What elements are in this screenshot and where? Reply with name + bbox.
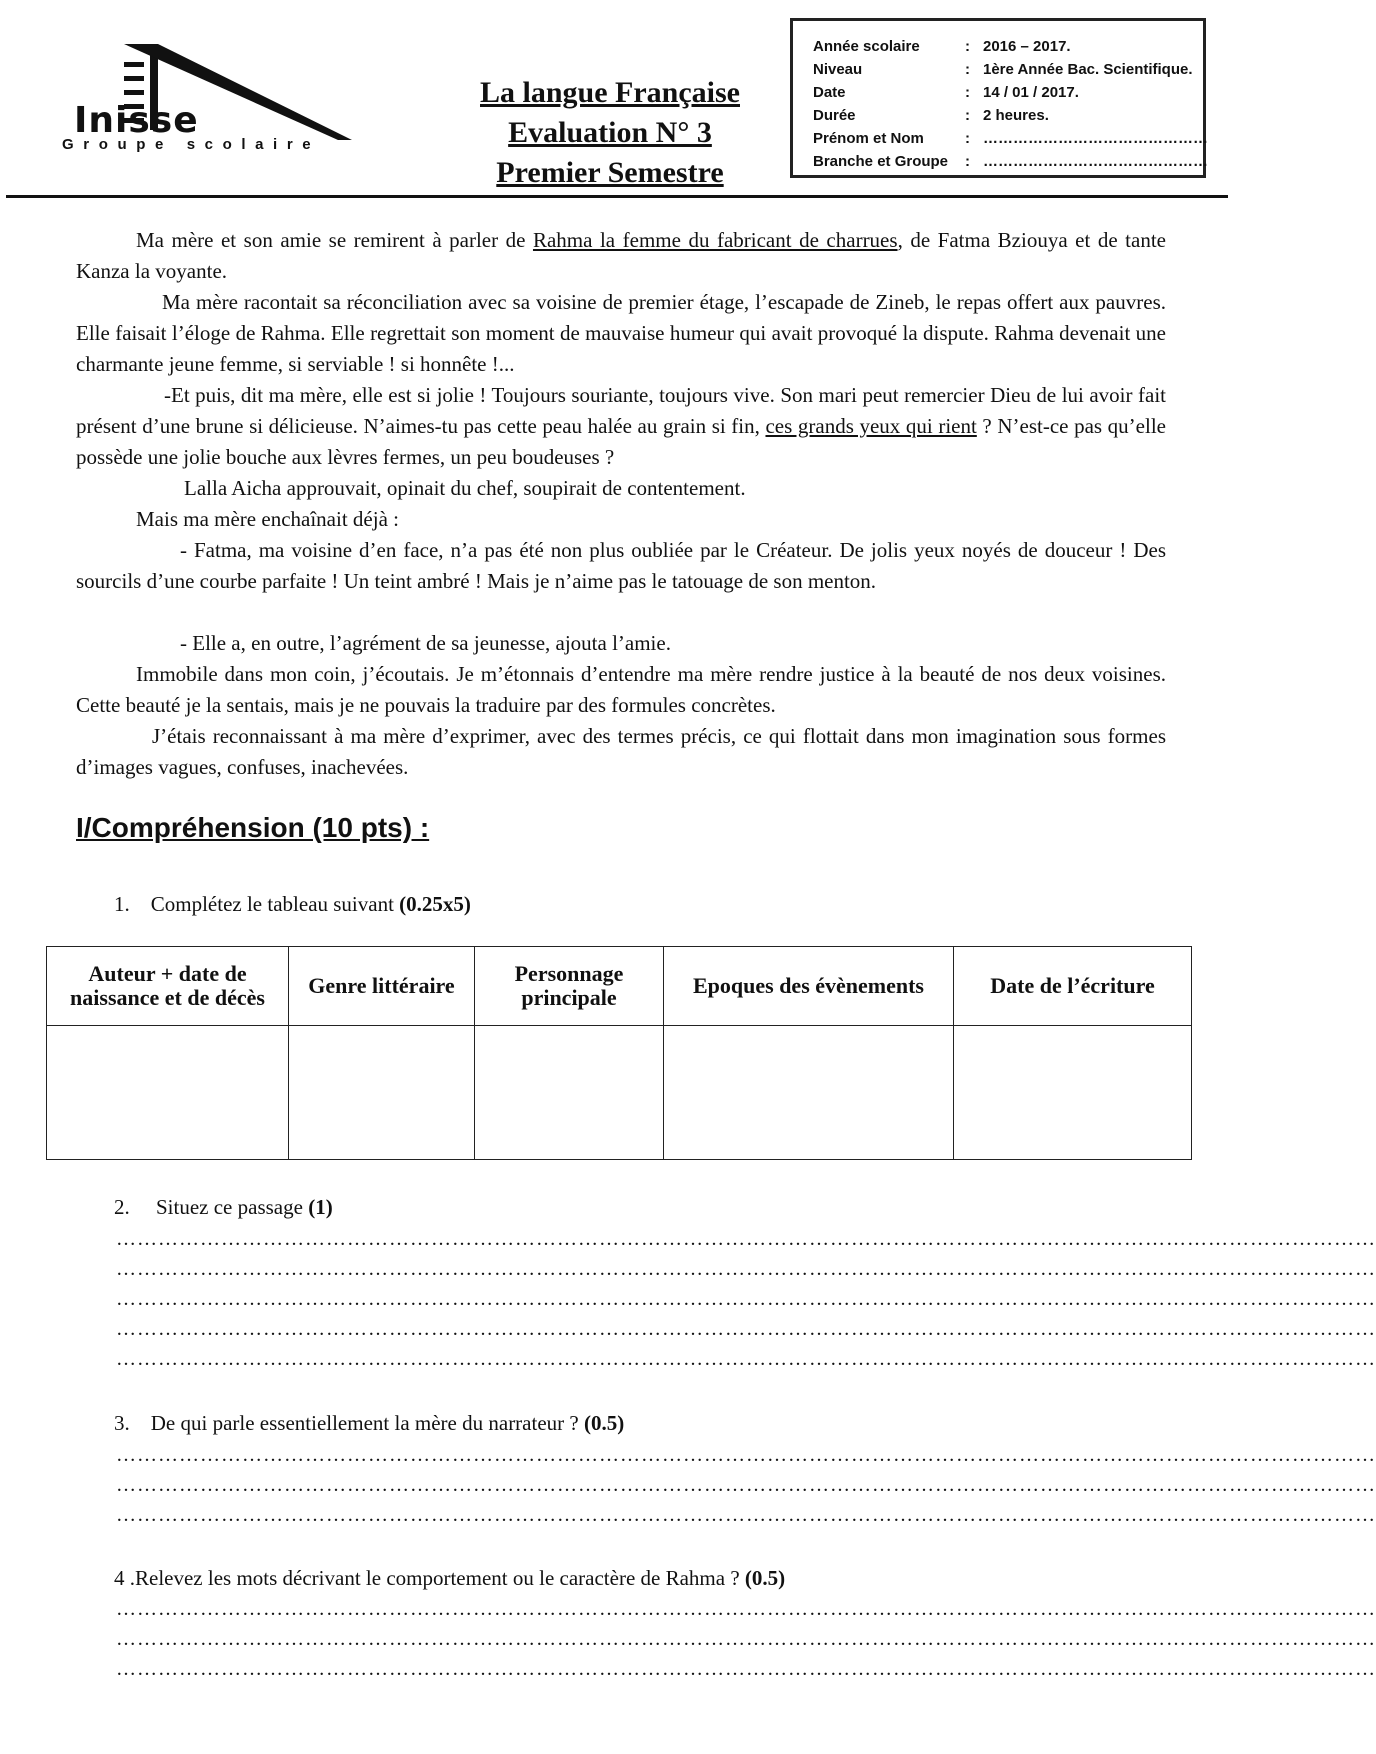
logo-name: Inisse	[74, 100, 199, 141]
evaluation-title: Evaluation N° 3	[508, 116, 712, 149]
question-3: 3. De qui parle essentiellement la mère du narrateur ? (0.5)	[114, 1411, 625, 1435]
passage-paragraph-2: Ma mère racontait sa réconciliation avec sa voisine de premier étage, l’escapade de Zineb, le repas offert aux pauvres. Elle faisait l’éloge de Rahma. Elle regrettait son moment de mauvaise humeur qui avait provoqué la dispute. Rahma devenait une charmante jeune femme, si serviable ! si honnête !...	[76, 290, 1166, 376]
answer-cell-epochs[interactable]	[664, 1026, 954, 1160]
passage-paragraph-1: Ma mère et son amie se remirent à parler de Rahma la femme du fabricant de charrues, de Fatma Bziouya et de tante Kanza la voyante.	[76, 228, 1166, 283]
answer-line[interactable]: ………………………………………………………………………………………………………………………………………………………………	[116, 1348, 1376, 1370]
header-author: Auteur + date de naissance et de décès	[47, 947, 289, 1026]
semester-title: Premier Semestre	[496, 156, 724, 189]
answer-cell-character[interactable]	[475, 1026, 664, 1160]
question-2: 2. Situez ce passage (1)	[114, 1195, 333, 1219]
info-row-duration: Durée : 2 heures.	[813, 107, 1049, 124]
passage-paragraph-5: Mais ma mère enchaînait déjà :	[136, 507, 399, 531]
info-row-group[interactable]: Branche et Groupe : ………………………………………	[813, 153, 1208, 170]
question-1: 1. Complétez le tableau suivant (0.25x5)	[114, 892, 471, 916]
info-row-date: Date : 14 / 01 / 2017.	[813, 84, 1079, 101]
table-header-row	[47, 947, 1192, 1026]
passage-paragraph-4: Lalla Aicha approuvait, opinait du chef, soupirait de contentement.	[184, 476, 746, 500]
header-genre: Genre littéraire	[289, 947, 475, 1026]
logo-subtitle: Groupe scolaire	[62, 136, 321, 153]
answer-cell-writing-date[interactable]	[954, 1026, 1192, 1160]
info-row-year: Année scolaire : 2016 – 2017.	[813, 38, 1071, 55]
passage-paragraph-6: - Fatma, ma voisine d’en face, n’a pas été non plus oubliée par le Créateur. De jolis yeux noyés de douceur ! Des sourcils d’une courbe parfaite ! Un teint ambré ! Mais je n’aime pas le tatouage de son menton.	[76, 538, 1166, 593]
answer-line[interactable]: ………………………………………………………………………………………………………………………………………………………………	[116, 1318, 1376, 1340]
info-row-name[interactable]: Prénom et Nom : ………………………………………	[813, 130, 1208, 147]
question-4: 4 .Relevez les mots décrivant le comportement ou le caractère de Rahma ? (0.5)	[114, 1566, 786, 1590]
table-answer-row	[47, 1026, 1192, 1160]
passage-paragraph-8: Immobile dans mon coin, j’écoutais. Je m’étonnais d’entendre ma mère rendre justice à la beauté de nos deux voisines. Cette beauté je la sentais, mais je ne pouvais la traduire par des formules concrètes.	[76, 662, 1166, 717]
answer-line[interactable]: ………………………………………………………………………………………………………………………………………………………………	[116, 1288, 1376, 1310]
student-info-box	[790, 18, 1206, 178]
answer-line[interactable]: ………………………………………………………………………………………………………………………………………………………………	[116, 1228, 1376, 1250]
info-row-level: Niveau : 1ère Année Bac. Scientifique.	[813, 61, 1193, 78]
answer-line[interactable]: ………………………………………………………………………………………………………………………………………………………………	[116, 1444, 1376, 1466]
answer-cell-author[interactable]	[47, 1026, 289, 1160]
subject-title: La langue Française	[480, 76, 740, 109]
comprehension-heading: I/Compréhension (10 pts) :	[76, 812, 430, 843]
answer-line[interactable]: ………………………………………………………………………………………………………………………………………………………………	[116, 1658, 1376, 1680]
header-divider	[6, 195, 1228, 198]
answer-line[interactable]: ………………………………………………………………………………………………………………………………………………………………	[116, 1474, 1376, 1496]
answer-line[interactable]: ………………………………………………………………………………………………………………………………………………………………	[116, 1598, 1376, 1620]
answer-line[interactable]: ………………………………………………………………………………………………………………………………………………………………	[116, 1628, 1376, 1650]
header-epochs: Epoques des évènements	[664, 947, 954, 1026]
passage-paragraph-9: J’étais reconnaissant à ma mère d’exprimer, avec des termes précis, ce qui flottait dans mon imagination sous formes d’images vagues, confuses, inachevées.	[76, 724, 1166, 779]
answer-line[interactable]: ………………………………………………………………………………………………………………………………………………………………	[116, 1258, 1376, 1280]
answer-line[interactable]: ………………………………………………………………………………………………………………………………………………………………	[116, 1504, 1376, 1526]
answer-table	[46, 946, 1192, 1160]
passage-paragraph-7: - Elle a, en outre, l’agrément de sa jeunesse, ajouta l’amie.	[180, 631, 671, 655]
header-writing-date: Date de l’écriture	[954, 947, 1192, 1026]
answer-cell-genre[interactable]	[289, 1026, 475, 1160]
header-character: Personnage principale	[475, 947, 664, 1026]
passage-paragraph-3: -Et puis, dit ma mère, elle est si jolie ! Toujours souriante, toujours vive. Son mari peut remercier Dieu de lui avoir fait présent d’une brune si délicieuse. N’aimes-tu pas cette peau halée au grain si fin, ces grands yeux qui rient ? N’est-ce pas qu’elle possède une jolie bouche aux lèvres fermes, un peu boudeuses ?	[76, 383, 1166, 469]
